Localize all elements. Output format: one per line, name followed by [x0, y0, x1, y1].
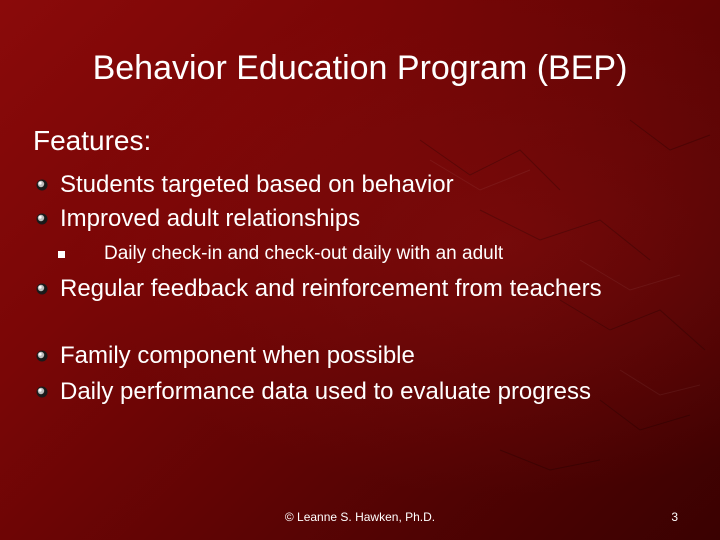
bullet-text: Students targeted based on behavior: [60, 171, 454, 198]
gem-bullet-icon: [36, 283, 48, 295]
slide-title: Behavior Education Program (BEP): [92, 49, 628, 87]
bullet-text: Improved adult relationships: [60, 205, 361, 232]
bullet-text: Family component when possible: [60, 342, 415, 369]
bullet-text: Daily performance data used to evaluate progress: [60, 378, 591, 405]
gem-bullet-icon: [36, 179, 48, 191]
bullet-text: Regular feedback and reinforcement from teachers: [60, 275, 602, 302]
features-heading: Features:: [33, 125, 152, 156]
gem-bullet-icon: [36, 350, 48, 362]
page-number: 3: [671, 510, 678, 524]
footer-credit: © Leanne S. Hawken, Ph.D.: [284, 510, 436, 524]
sub-bullet-text: Daily check-in and check-out daily with an adult: [104, 243, 504, 264]
gem-bullet-icon: [36, 213, 48, 225]
square-bullet-icon: [58, 251, 65, 258]
gem-bullet-icon: [36, 386, 48, 398]
